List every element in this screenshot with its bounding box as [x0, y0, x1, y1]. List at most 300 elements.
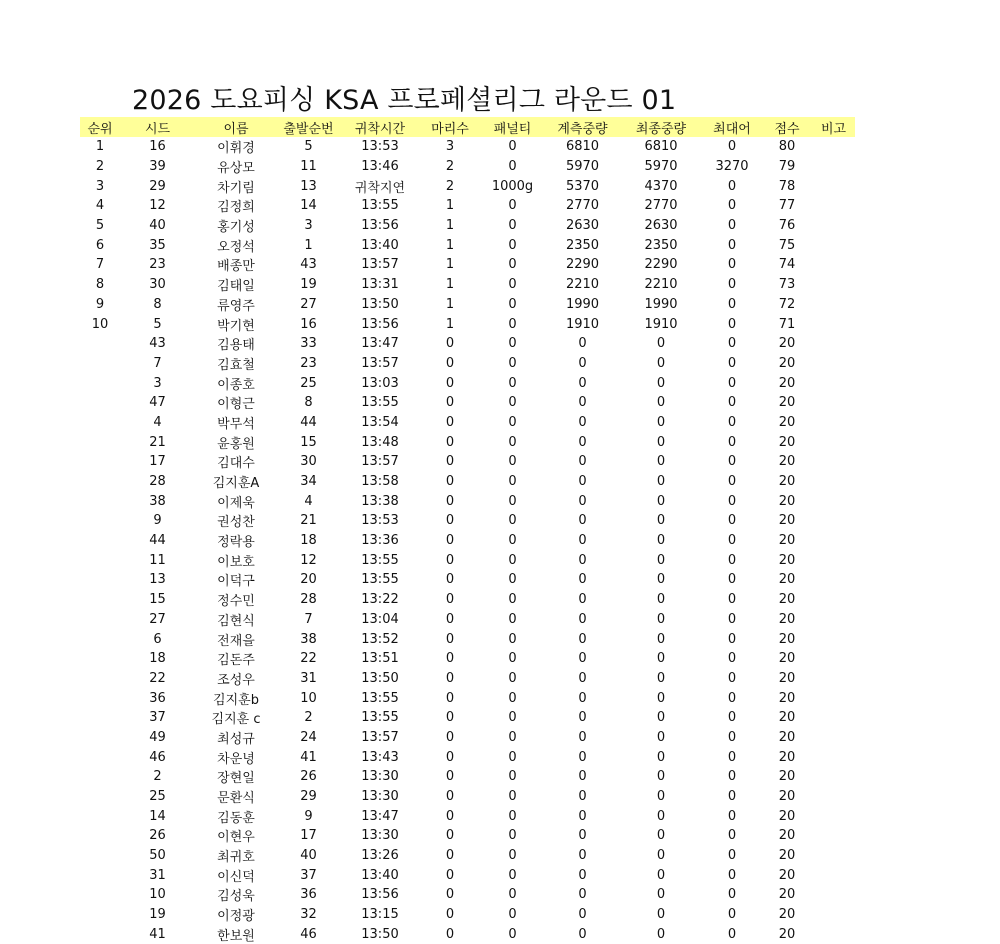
column-header-penalty[interactable]: 패널티 — [480, 117, 545, 137]
cell-note[interactable] — [812, 826, 855, 846]
cell-start-order[interactable]: 25 — [277, 373, 340, 393]
cell-largest-fish[interactable]: 0 — [702, 826, 762, 846]
cell-fish-count[interactable]: 0 — [420, 885, 480, 905]
cell-fish-count[interactable]: 0 — [420, 334, 480, 354]
cell-penalty[interactable]: 1000g — [480, 176, 545, 196]
cell-fish-count[interactable]: 0 — [420, 472, 480, 492]
cell-start-order[interactable]: 28 — [277, 590, 340, 610]
cell-start-order[interactable]: 19 — [277, 275, 340, 295]
cell-final-weight[interactable]: 0 — [620, 826, 702, 846]
cell-seed[interactable]: 2 — [120, 767, 195, 787]
cell-return-time[interactable]: 13:30 — [340, 767, 420, 787]
cell-fish-count[interactable]: 3 — [420, 137, 480, 157]
cell-name[interactable]: 이보호 — [195, 550, 277, 570]
cell-score[interactable]: 78 — [762, 176, 812, 196]
cell-penalty[interactable]: 0 — [480, 570, 545, 590]
cell-measured-weight[interactable]: 2350 — [545, 235, 620, 255]
cell-seed[interactable]: 25 — [120, 787, 195, 807]
cell-seed[interactable]: 39 — [120, 157, 195, 177]
cell-fish-count[interactable]: 0 — [420, 925, 480, 944]
cell-return-time[interactable]: 13:47 — [340, 806, 420, 826]
cell-name[interactable]: 김동훈 — [195, 806, 277, 826]
cell-name[interactable]: 차운녕 — [195, 747, 277, 767]
cell-fish-count[interactable]: 0 — [420, 905, 480, 925]
cell-largest-fish[interactable]: 0 — [702, 708, 762, 728]
cell-note[interactable] — [812, 452, 855, 472]
cell-largest-fish[interactable]: 0 — [702, 511, 762, 531]
cell-final-weight[interactable]: 0 — [620, 846, 702, 866]
cell-largest-fish[interactable]: 0 — [702, 373, 762, 393]
cell-seed[interactable]: 21 — [120, 432, 195, 452]
cell-measured-weight[interactable]: 0 — [545, 432, 620, 452]
cell-name[interactable]: 김지훈A — [195, 472, 277, 492]
cell-rank[interactable]: 10 — [80, 314, 120, 334]
cell-score[interactable]: 20 — [762, 472, 812, 492]
cell-score[interactable]: 20 — [762, 747, 812, 767]
cell-start-order[interactable]: 21 — [277, 511, 340, 531]
cell-name[interactable]: 최성규 — [195, 728, 277, 748]
cell-note[interactable] — [812, 432, 855, 452]
cell-final-weight[interactable]: 0 — [620, 432, 702, 452]
cell-final-weight[interactable]: 0 — [620, 688, 702, 708]
cell-score[interactable]: 20 — [762, 826, 812, 846]
cell-largest-fish[interactable]: 0 — [702, 354, 762, 374]
cell-fish-count[interactable]: 0 — [420, 413, 480, 433]
cell-penalty[interactable]: 0 — [480, 925, 545, 944]
cell-name[interactable]: 이제욱 — [195, 491, 277, 511]
cell-penalty[interactable]: 0 — [480, 452, 545, 472]
cell-start-order[interactable]: 13 — [277, 176, 340, 196]
cell-start-order[interactable]: 44 — [277, 413, 340, 433]
cell-return-time[interactable]: 13:46 — [340, 157, 420, 177]
cell-note[interactable] — [812, 669, 855, 689]
cell-rank[interactable] — [80, 373, 120, 393]
cell-return-time[interactable]: 13:57 — [340, 354, 420, 374]
cell-score[interactable]: 20 — [762, 354, 812, 374]
cell-note[interactable] — [812, 531, 855, 551]
cell-largest-fish[interactable]: 0 — [702, 905, 762, 925]
cell-return-time[interactable]: 13:31 — [340, 275, 420, 295]
cell-fish-count[interactable]: 0 — [420, 393, 480, 413]
cell-fish-count[interactable]: 0 — [420, 747, 480, 767]
cell-start-order[interactable]: 30 — [277, 452, 340, 472]
cell-seed[interactable]: 18 — [120, 649, 195, 669]
cell-fish-count[interactable]: 0 — [420, 610, 480, 630]
cell-name[interactable]: 이현우 — [195, 826, 277, 846]
cell-return-time[interactable]: 13:38 — [340, 491, 420, 511]
cell-name[interactable]: 차기림 — [195, 176, 277, 196]
cell-fish-count[interactable]: 0 — [420, 491, 480, 511]
cell-seed[interactable]: 22 — [120, 669, 195, 689]
cell-note[interactable] — [812, 688, 855, 708]
cell-return-time[interactable]: 13:50 — [340, 295, 420, 315]
cell-final-weight[interactable]: 0 — [620, 590, 702, 610]
cell-seed[interactable]: 10 — [120, 885, 195, 905]
cell-largest-fish[interactable]: 0 — [702, 688, 762, 708]
cell-start-order[interactable]: 22 — [277, 649, 340, 669]
cell-rank[interactable] — [80, 787, 120, 807]
cell-fish-count[interactable]: 0 — [420, 373, 480, 393]
cell-largest-fish[interactable]: 0 — [702, 747, 762, 767]
cell-fish-count[interactable]: 1 — [420, 314, 480, 334]
cell-penalty[interactable]: 0 — [480, 334, 545, 354]
cell-penalty[interactable]: 0 — [480, 669, 545, 689]
cell-name[interactable]: 장현일 — [195, 767, 277, 787]
cell-penalty[interactable]: 0 — [480, 531, 545, 551]
cell-largest-fish[interactable]: 0 — [702, 728, 762, 748]
cell-score[interactable]: 20 — [762, 767, 812, 787]
cell-penalty[interactable]: 0 — [480, 767, 545, 787]
cell-rank[interactable] — [80, 688, 120, 708]
cell-penalty[interactable]: 0 — [480, 432, 545, 452]
cell-final-weight[interactable]: 4370 — [620, 176, 702, 196]
cell-penalty[interactable]: 0 — [480, 905, 545, 925]
cell-final-weight[interactable]: 0 — [620, 393, 702, 413]
cell-start-order[interactable]: 26 — [277, 767, 340, 787]
cell-penalty[interactable]: 0 — [480, 806, 545, 826]
cell-seed[interactable]: 50 — [120, 846, 195, 866]
cell-return-time[interactable]: 13:50 — [340, 925, 420, 944]
cell-rank[interactable]: 3 — [80, 176, 120, 196]
cell-start-order[interactable]: 24 — [277, 728, 340, 748]
cell-return-time[interactable]: 13:55 — [340, 708, 420, 728]
cell-final-weight[interactable]: 0 — [620, 806, 702, 826]
cell-note[interactable] — [812, 334, 855, 354]
cell-measured-weight[interactable]: 1990 — [545, 295, 620, 315]
cell-final-weight[interactable]: 0 — [620, 925, 702, 944]
cell-name[interactable]: 최귀호 — [195, 846, 277, 866]
cell-note[interactable] — [812, 255, 855, 275]
cell-rank[interactable] — [80, 629, 120, 649]
cell-score[interactable]: 80 — [762, 137, 812, 157]
cell-final-weight[interactable]: 6810 — [620, 137, 702, 157]
cell-score[interactable]: 20 — [762, 669, 812, 689]
column-header-rank[interactable]: 순위 — [80, 117, 120, 137]
cell-penalty[interactable]: 0 — [480, 747, 545, 767]
cell-fish-count[interactable]: 0 — [420, 708, 480, 728]
cell-name[interactable]: 이덕구 — [195, 570, 277, 590]
cell-fish-count[interactable]: 0 — [420, 452, 480, 472]
cell-penalty[interactable]: 0 — [480, 235, 545, 255]
cell-return-time[interactable]: 13:26 — [340, 846, 420, 866]
cell-name[interactable]: 김효철 — [195, 354, 277, 374]
cell-rank[interactable] — [80, 806, 120, 826]
cell-fish-count[interactable]: 1 — [420, 196, 480, 216]
cell-name[interactable]: 이휘경 — [195, 137, 277, 157]
cell-seed[interactable]: 49 — [120, 728, 195, 748]
cell-fish-count[interactable]: 0 — [420, 649, 480, 669]
cell-rank[interactable] — [80, 393, 120, 413]
cell-name[interactable]: 김태일 — [195, 275, 277, 295]
cell-measured-weight[interactable]: 0 — [545, 491, 620, 511]
cell-largest-fish[interactable]: 0 — [702, 275, 762, 295]
cell-final-weight[interactable]: 2350 — [620, 235, 702, 255]
cell-score[interactable]: 20 — [762, 393, 812, 413]
cell-note[interactable] — [812, 157, 855, 177]
cell-score[interactable]: 79 — [762, 157, 812, 177]
cell-name[interactable]: 윤홍원 — [195, 432, 277, 452]
cell-penalty[interactable]: 0 — [480, 865, 545, 885]
cell-start-order[interactable]: 1 — [277, 235, 340, 255]
cell-seed[interactable]: 29 — [120, 176, 195, 196]
cell-note[interactable] — [812, 905, 855, 925]
cell-rank[interactable] — [80, 669, 120, 689]
cell-penalty[interactable]: 0 — [480, 728, 545, 748]
cell-penalty[interactable]: 0 — [480, 610, 545, 630]
cell-rank[interactable] — [80, 472, 120, 492]
cell-start-order[interactable]: 29 — [277, 787, 340, 807]
cell-start-order[interactable]: 4 — [277, 491, 340, 511]
cell-measured-weight[interactable]: 0 — [545, 787, 620, 807]
cell-seed[interactable]: 28 — [120, 472, 195, 492]
cell-rank[interactable] — [80, 649, 120, 669]
cell-penalty[interactable]: 0 — [480, 196, 545, 216]
cell-seed[interactable]: 11 — [120, 550, 195, 570]
cell-seed[interactable]: 30 — [120, 275, 195, 295]
cell-name[interactable]: 이형근 — [195, 393, 277, 413]
cell-note[interactable] — [812, 708, 855, 728]
cell-note[interactable] — [812, 354, 855, 374]
cell-start-order[interactable]: 14 — [277, 196, 340, 216]
cell-return-time[interactable]: 13:56 — [340, 216, 420, 236]
cell-measured-weight[interactable]: 2290 — [545, 255, 620, 275]
cell-rank[interactable]: 2 — [80, 157, 120, 177]
cell-rank[interactable] — [80, 708, 120, 728]
cell-return-time[interactable]: 13:30 — [340, 826, 420, 846]
cell-return-time[interactable]: 귀착지연 — [340, 176, 420, 196]
cell-name[interactable]: 김성욱 — [195, 885, 277, 905]
cell-score[interactable]: 20 — [762, 373, 812, 393]
cell-rank[interactable] — [80, 511, 120, 531]
cell-measured-weight[interactable]: 0 — [545, 472, 620, 492]
cell-measured-weight[interactable]: 0 — [545, 531, 620, 551]
cell-fish-count[interactable]: 1 — [420, 216, 480, 236]
cell-measured-weight[interactable]: 0 — [545, 511, 620, 531]
cell-fish-count[interactable]: 1 — [420, 295, 480, 315]
cell-rank[interactable] — [80, 728, 120, 748]
cell-note[interactable] — [812, 747, 855, 767]
cell-seed[interactable]: 3 — [120, 373, 195, 393]
cell-final-weight[interactable]: 0 — [620, 747, 702, 767]
cell-start-order[interactable]: 27 — [277, 295, 340, 315]
cell-measured-weight[interactable]: 0 — [545, 925, 620, 944]
cell-penalty[interactable]: 0 — [480, 688, 545, 708]
cell-score[interactable]: 20 — [762, 846, 812, 866]
cell-fish-count[interactable]: 0 — [420, 865, 480, 885]
cell-return-time[interactable]: 13:55 — [340, 688, 420, 708]
cell-return-time[interactable]: 13:50 — [340, 669, 420, 689]
cell-largest-fish[interactable]: 0 — [702, 550, 762, 570]
cell-rank[interactable] — [80, 531, 120, 551]
cell-start-order[interactable]: 9 — [277, 806, 340, 826]
cell-rank[interactable]: 8 — [80, 275, 120, 295]
cell-largest-fish[interactable]: 0 — [702, 452, 762, 472]
cell-penalty[interactable]: 0 — [480, 393, 545, 413]
cell-seed[interactable]: 5 — [120, 314, 195, 334]
cell-score[interactable]: 20 — [762, 865, 812, 885]
cell-start-order[interactable]: 20 — [277, 570, 340, 590]
cell-start-order[interactable]: 40 — [277, 846, 340, 866]
cell-score[interactable]: 73 — [762, 275, 812, 295]
cell-score[interactable]: 76 — [762, 216, 812, 236]
cell-return-time[interactable]: 13:55 — [340, 393, 420, 413]
cell-name[interactable]: 정락용 — [195, 531, 277, 551]
cell-name[interactable]: 정수민 — [195, 590, 277, 610]
cell-rank[interactable] — [80, 747, 120, 767]
cell-return-time[interactable]: 13:04 — [340, 610, 420, 630]
cell-return-time[interactable]: 13:58 — [340, 472, 420, 492]
column-header-start-order[interactable]: 출발순번 — [277, 117, 340, 137]
cell-name[interactable]: 김용태 — [195, 334, 277, 354]
cell-final-weight[interactable]: 1990 — [620, 295, 702, 315]
column-header-measured-weight[interactable]: 계측중량 — [545, 117, 620, 137]
cell-score[interactable]: 20 — [762, 570, 812, 590]
cell-penalty[interactable]: 0 — [480, 137, 545, 157]
cell-largest-fish[interactable]: 0 — [702, 235, 762, 255]
cell-score[interactable]: 20 — [762, 491, 812, 511]
cell-fish-count[interactable]: 0 — [420, 806, 480, 826]
cell-final-weight[interactable]: 0 — [620, 865, 702, 885]
cell-return-time[interactable]: 13:54 — [340, 413, 420, 433]
cell-note[interactable] — [812, 767, 855, 787]
cell-name[interactable]: 류영주 — [195, 295, 277, 315]
cell-final-weight[interactable]: 0 — [620, 491, 702, 511]
cell-fish-count[interactable]: 0 — [420, 550, 480, 570]
cell-return-time[interactable]: 13:53 — [340, 137, 420, 157]
cell-fish-count[interactable]: 0 — [420, 511, 480, 531]
cell-largest-fish[interactable]: 0 — [702, 393, 762, 413]
cell-measured-weight[interactable]: 0 — [545, 629, 620, 649]
cell-final-weight[interactable]: 0 — [620, 905, 702, 925]
cell-start-order[interactable]: 16 — [277, 314, 340, 334]
cell-fish-count[interactable]: 1 — [420, 275, 480, 295]
cell-return-time[interactable]: 13:48 — [340, 432, 420, 452]
cell-score[interactable]: 72 — [762, 295, 812, 315]
cell-rank[interactable] — [80, 550, 120, 570]
cell-start-order[interactable]: 3 — [277, 216, 340, 236]
cell-fish-count[interactable]: 1 — [420, 255, 480, 275]
cell-return-time[interactable]: 13:40 — [340, 235, 420, 255]
cell-largest-fish[interactable]: 0 — [702, 491, 762, 511]
cell-score[interactable]: 20 — [762, 590, 812, 610]
cell-measured-weight[interactable]: 0 — [545, 865, 620, 885]
cell-penalty[interactable]: 0 — [480, 511, 545, 531]
cell-fish-count[interactable]: 0 — [420, 826, 480, 846]
cell-final-weight[interactable]: 0 — [620, 629, 702, 649]
cell-fish-count[interactable]: 0 — [420, 846, 480, 866]
cell-name[interactable]: 김현식 — [195, 610, 277, 630]
cell-largest-fish[interactable]: 0 — [702, 531, 762, 551]
cell-score[interactable]: 71 — [762, 314, 812, 334]
cell-final-weight[interactable]: 0 — [620, 373, 702, 393]
cell-penalty[interactable]: 0 — [480, 787, 545, 807]
column-header-fish-count[interactable]: 마리수 — [420, 117, 480, 137]
cell-note[interactable] — [812, 728, 855, 748]
cell-score[interactable]: 20 — [762, 432, 812, 452]
cell-return-time[interactable]: 13:55 — [340, 550, 420, 570]
cell-score[interactable]: 20 — [762, 688, 812, 708]
cell-largest-fish[interactable]: 0 — [702, 767, 762, 787]
cell-rank[interactable]: 6 — [80, 235, 120, 255]
cell-final-weight[interactable]: 5970 — [620, 157, 702, 177]
cell-seed[interactable]: 8 — [120, 295, 195, 315]
cell-seed[interactable]: 37 — [120, 708, 195, 728]
cell-return-time[interactable]: 13:55 — [340, 570, 420, 590]
cell-seed[interactable]: 31 — [120, 865, 195, 885]
cell-measured-weight[interactable]: 0 — [545, 610, 620, 630]
column-header-final-weight[interactable]: 최종중량 — [620, 117, 702, 137]
cell-start-order[interactable]: 15 — [277, 432, 340, 452]
cell-final-weight[interactable]: 0 — [620, 413, 702, 433]
cell-penalty[interactable]: 0 — [480, 491, 545, 511]
cell-fish-count[interactable]: 0 — [420, 688, 480, 708]
cell-start-order[interactable]: 33 — [277, 334, 340, 354]
column-header-seed[interactable]: 시드 — [120, 117, 195, 137]
cell-penalty[interactable]: 0 — [480, 649, 545, 669]
cell-largest-fish[interactable]: 0 — [702, 334, 762, 354]
cell-measured-weight[interactable]: 0 — [545, 649, 620, 669]
cell-return-time[interactable]: 13:52 — [340, 629, 420, 649]
cell-final-weight[interactable]: 2210 — [620, 275, 702, 295]
cell-largest-fish[interactable]: 0 — [702, 669, 762, 689]
cell-start-order[interactable]: 31 — [277, 669, 340, 689]
cell-measured-weight[interactable]: 0 — [545, 885, 620, 905]
cell-score[interactable]: 20 — [762, 806, 812, 826]
cell-rank[interactable] — [80, 590, 120, 610]
cell-measured-weight[interactable]: 0 — [545, 767, 620, 787]
cell-final-weight[interactable]: 0 — [620, 767, 702, 787]
cell-measured-weight[interactable]: 5970 — [545, 157, 620, 177]
cell-name[interactable]: 이정광 — [195, 905, 277, 925]
cell-measured-weight[interactable]: 0 — [545, 688, 620, 708]
cell-final-weight[interactable]: 0 — [620, 570, 702, 590]
cell-note[interactable] — [812, 846, 855, 866]
cell-measured-weight[interactable]: 0 — [545, 590, 620, 610]
cell-rank[interactable] — [80, 354, 120, 374]
cell-largest-fish[interactable]: 0 — [702, 925, 762, 944]
cell-largest-fish[interactable]: 0 — [702, 255, 762, 275]
cell-seed[interactable]: 9 — [120, 511, 195, 531]
cell-score[interactable]: 20 — [762, 452, 812, 472]
cell-measured-weight[interactable]: 0 — [545, 413, 620, 433]
cell-seed[interactable]: 44 — [120, 531, 195, 551]
cell-return-time[interactable]: 13:40 — [340, 865, 420, 885]
cell-seed[interactable]: 26 — [120, 826, 195, 846]
cell-penalty[interactable]: 0 — [480, 255, 545, 275]
cell-penalty[interactable]: 0 — [480, 275, 545, 295]
cell-measured-weight[interactable]: 0 — [545, 747, 620, 767]
cell-return-time[interactable]: 13:57 — [340, 728, 420, 748]
cell-penalty[interactable]: 0 — [480, 885, 545, 905]
cell-seed[interactable]: 35 — [120, 235, 195, 255]
cell-start-order[interactable]: 12 — [277, 550, 340, 570]
cell-final-weight[interactable]: 0 — [620, 452, 702, 472]
cell-score[interactable]: 20 — [762, 413, 812, 433]
cell-final-weight[interactable]: 2290 — [620, 255, 702, 275]
cell-penalty[interactable]: 0 — [480, 216, 545, 236]
cell-return-time[interactable]: 13:57 — [340, 452, 420, 472]
cell-fish-count[interactable]: 0 — [420, 629, 480, 649]
cell-measured-weight[interactable]: 0 — [545, 354, 620, 374]
cell-start-order[interactable]: 34 — [277, 472, 340, 492]
cell-start-order[interactable]: 37 — [277, 865, 340, 885]
cell-fish-count[interactable]: 0 — [420, 432, 480, 452]
cell-seed[interactable]: 4 — [120, 413, 195, 433]
cell-start-order[interactable]: 46 — [277, 925, 340, 944]
cell-penalty[interactable]: 0 — [480, 472, 545, 492]
cell-seed[interactable]: 46 — [120, 747, 195, 767]
cell-penalty[interactable]: 0 — [480, 708, 545, 728]
